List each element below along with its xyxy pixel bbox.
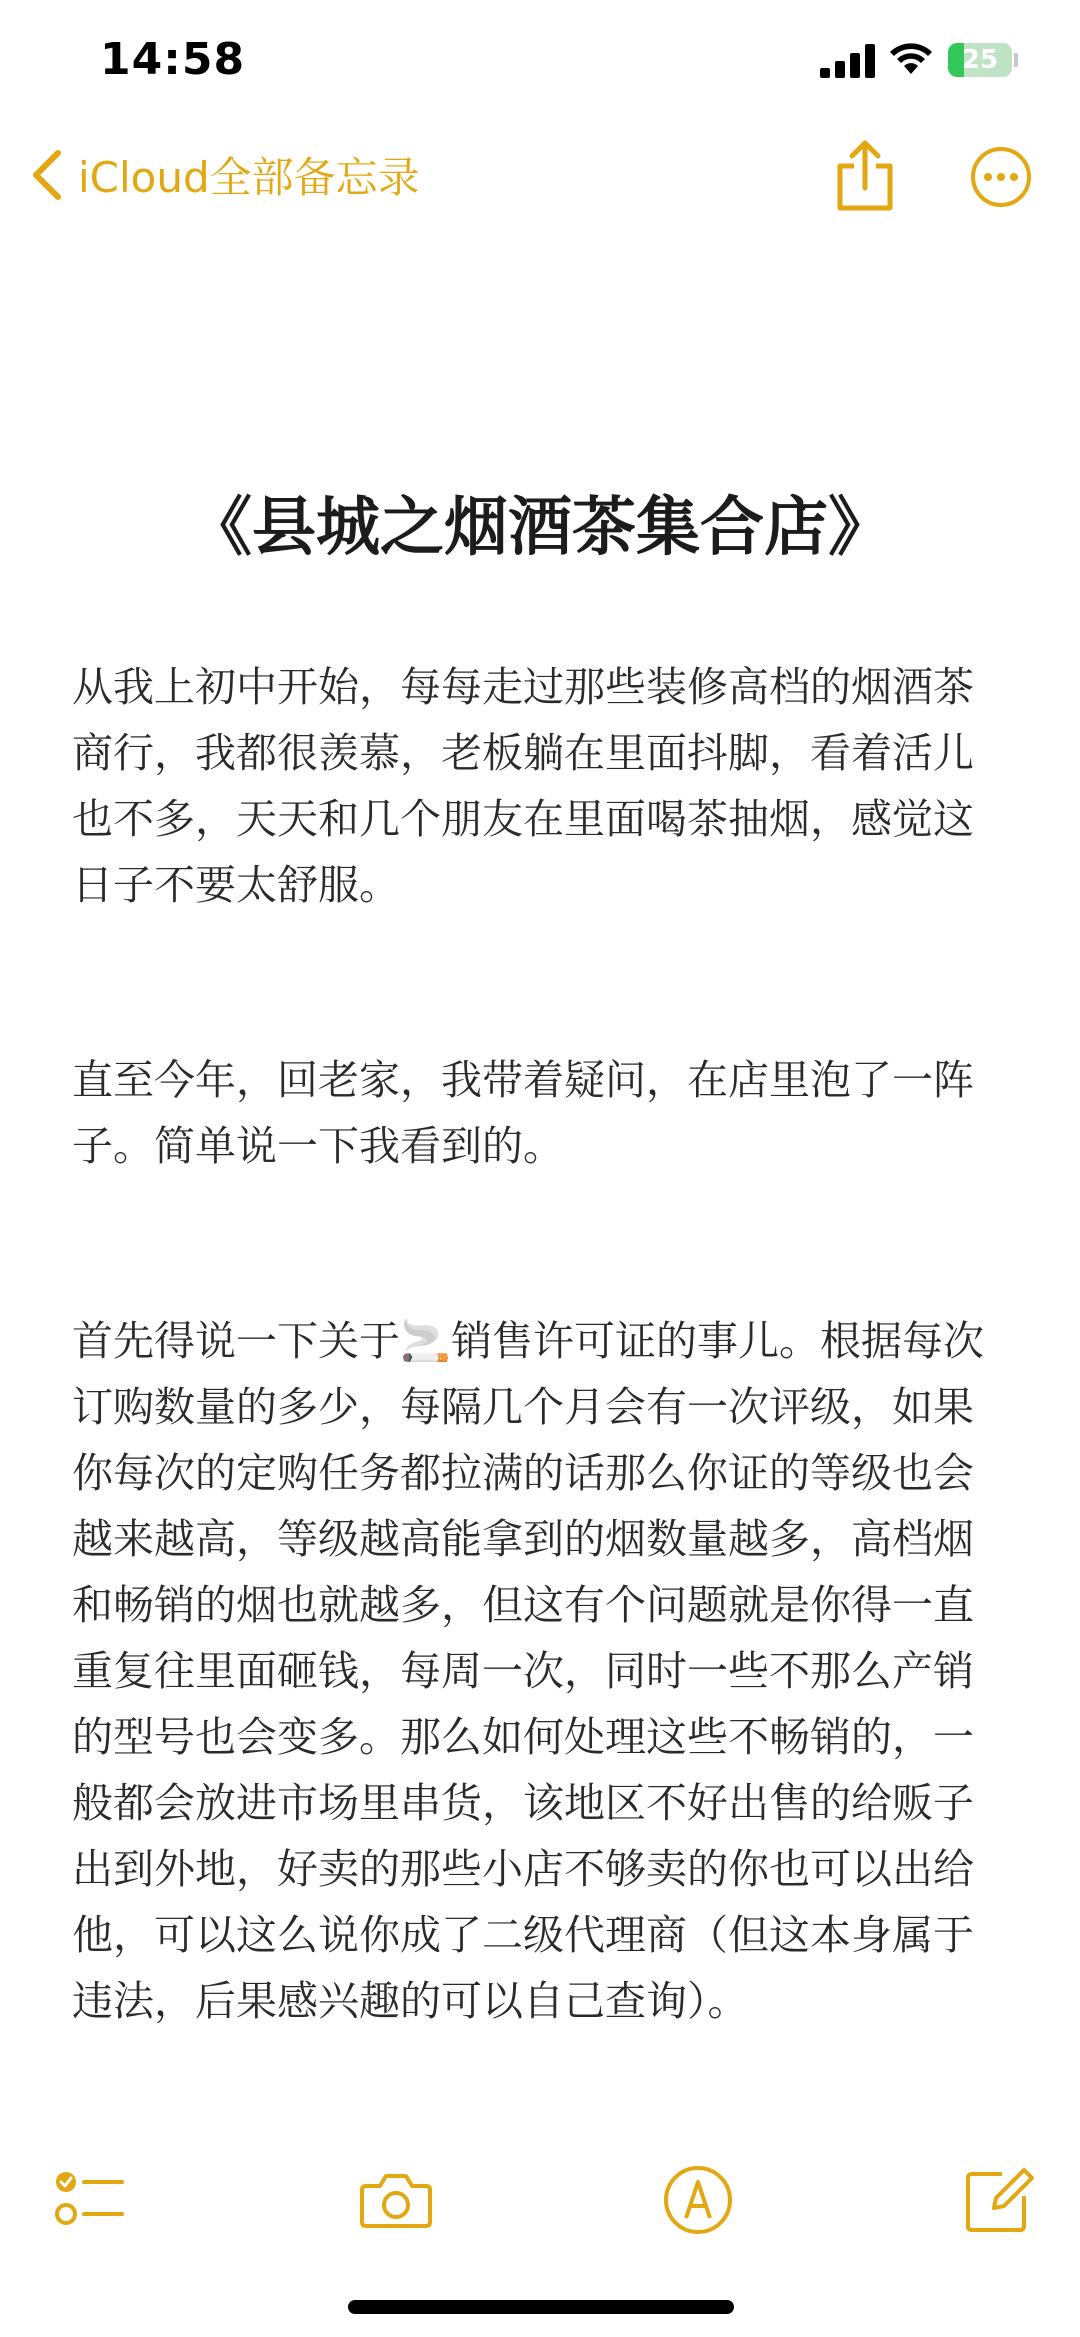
note-paragraph-1: 从我上初中开始，每每走过那些装修高档的烟酒茶商行，我都很羡慕，老板躺在里面抖脚，看着活儿也不多，天天和几个朋友在里面喝茶抽烟，感觉这日子不要太舒服。 bbox=[72, 663, 974, 909]
back-button[interactable] bbox=[28, 140, 420, 210]
note-paragraph-3-start: 首先得说一下关于 bbox=[72, 1317, 400, 1365]
battery-icon bbox=[948, 43, 1012, 77]
status-time: 14:58 bbox=[100, 34, 246, 85]
chevron-left-icon bbox=[28, 147, 64, 203]
note-paragraph-2: 直至今年，回老家，我带着疑问，在店里泡了一阵子。简单说一下我看到的。 bbox=[72, 1056, 974, 1170]
markup-pen-icon[interactable] bbox=[658, 2160, 738, 2240]
share-icon[interactable] bbox=[832, 140, 898, 212]
back-button-label: iCloud全部备忘录 bbox=[78, 153, 420, 202]
cellular-signal-icon bbox=[820, 44, 876, 78]
compose-icon[interactable] bbox=[958, 2160, 1038, 2240]
camera-icon[interactable] bbox=[356, 2160, 436, 2240]
note-title: 《县城之烟酒茶集合店》 bbox=[188, 491, 892, 565]
home-indicator[interactable] bbox=[348, 2300, 734, 2314]
battery-cap bbox=[1014, 53, 1018, 67]
more-ellipsis-icon[interactable] bbox=[970, 146, 1032, 208]
cigarette-emoji-icon: 🚬 bbox=[400, 1317, 452, 1365]
checklist-icon[interactable] bbox=[50, 2160, 130, 2240]
note-paragraph-3-rest: 销售许可证的事儿。根据每次订购数量的多少，每隔几个月会有一次评级，如果你每次的定购任务都拉满的话那么你证的等级也会越来越高，等级越高能拿到的烟数量越多，高档烟和畅销的烟也就越多，但这有个问题就是你得一直重复往里面砸钱，每周一次，同时一些不那么产销的型号也会变多。那么如何处理这些不畅销的，一般都会放进市场里串货，该地区不好出售的给贩子出到外地，好卖的那些小店不够卖的你也可以出给他，可以这么说你成了二级代理商（但这本身属于违法，后果感兴趣的可以自己查询）。 bbox=[72, 1317, 985, 2025]
wifi-icon bbox=[888, 42, 934, 76]
status-bar bbox=[0, 0, 1080, 130]
note-paragraph-3 bbox=[72, 1308, 1012, 2034]
battery-level: 25 bbox=[961, 45, 999, 75]
